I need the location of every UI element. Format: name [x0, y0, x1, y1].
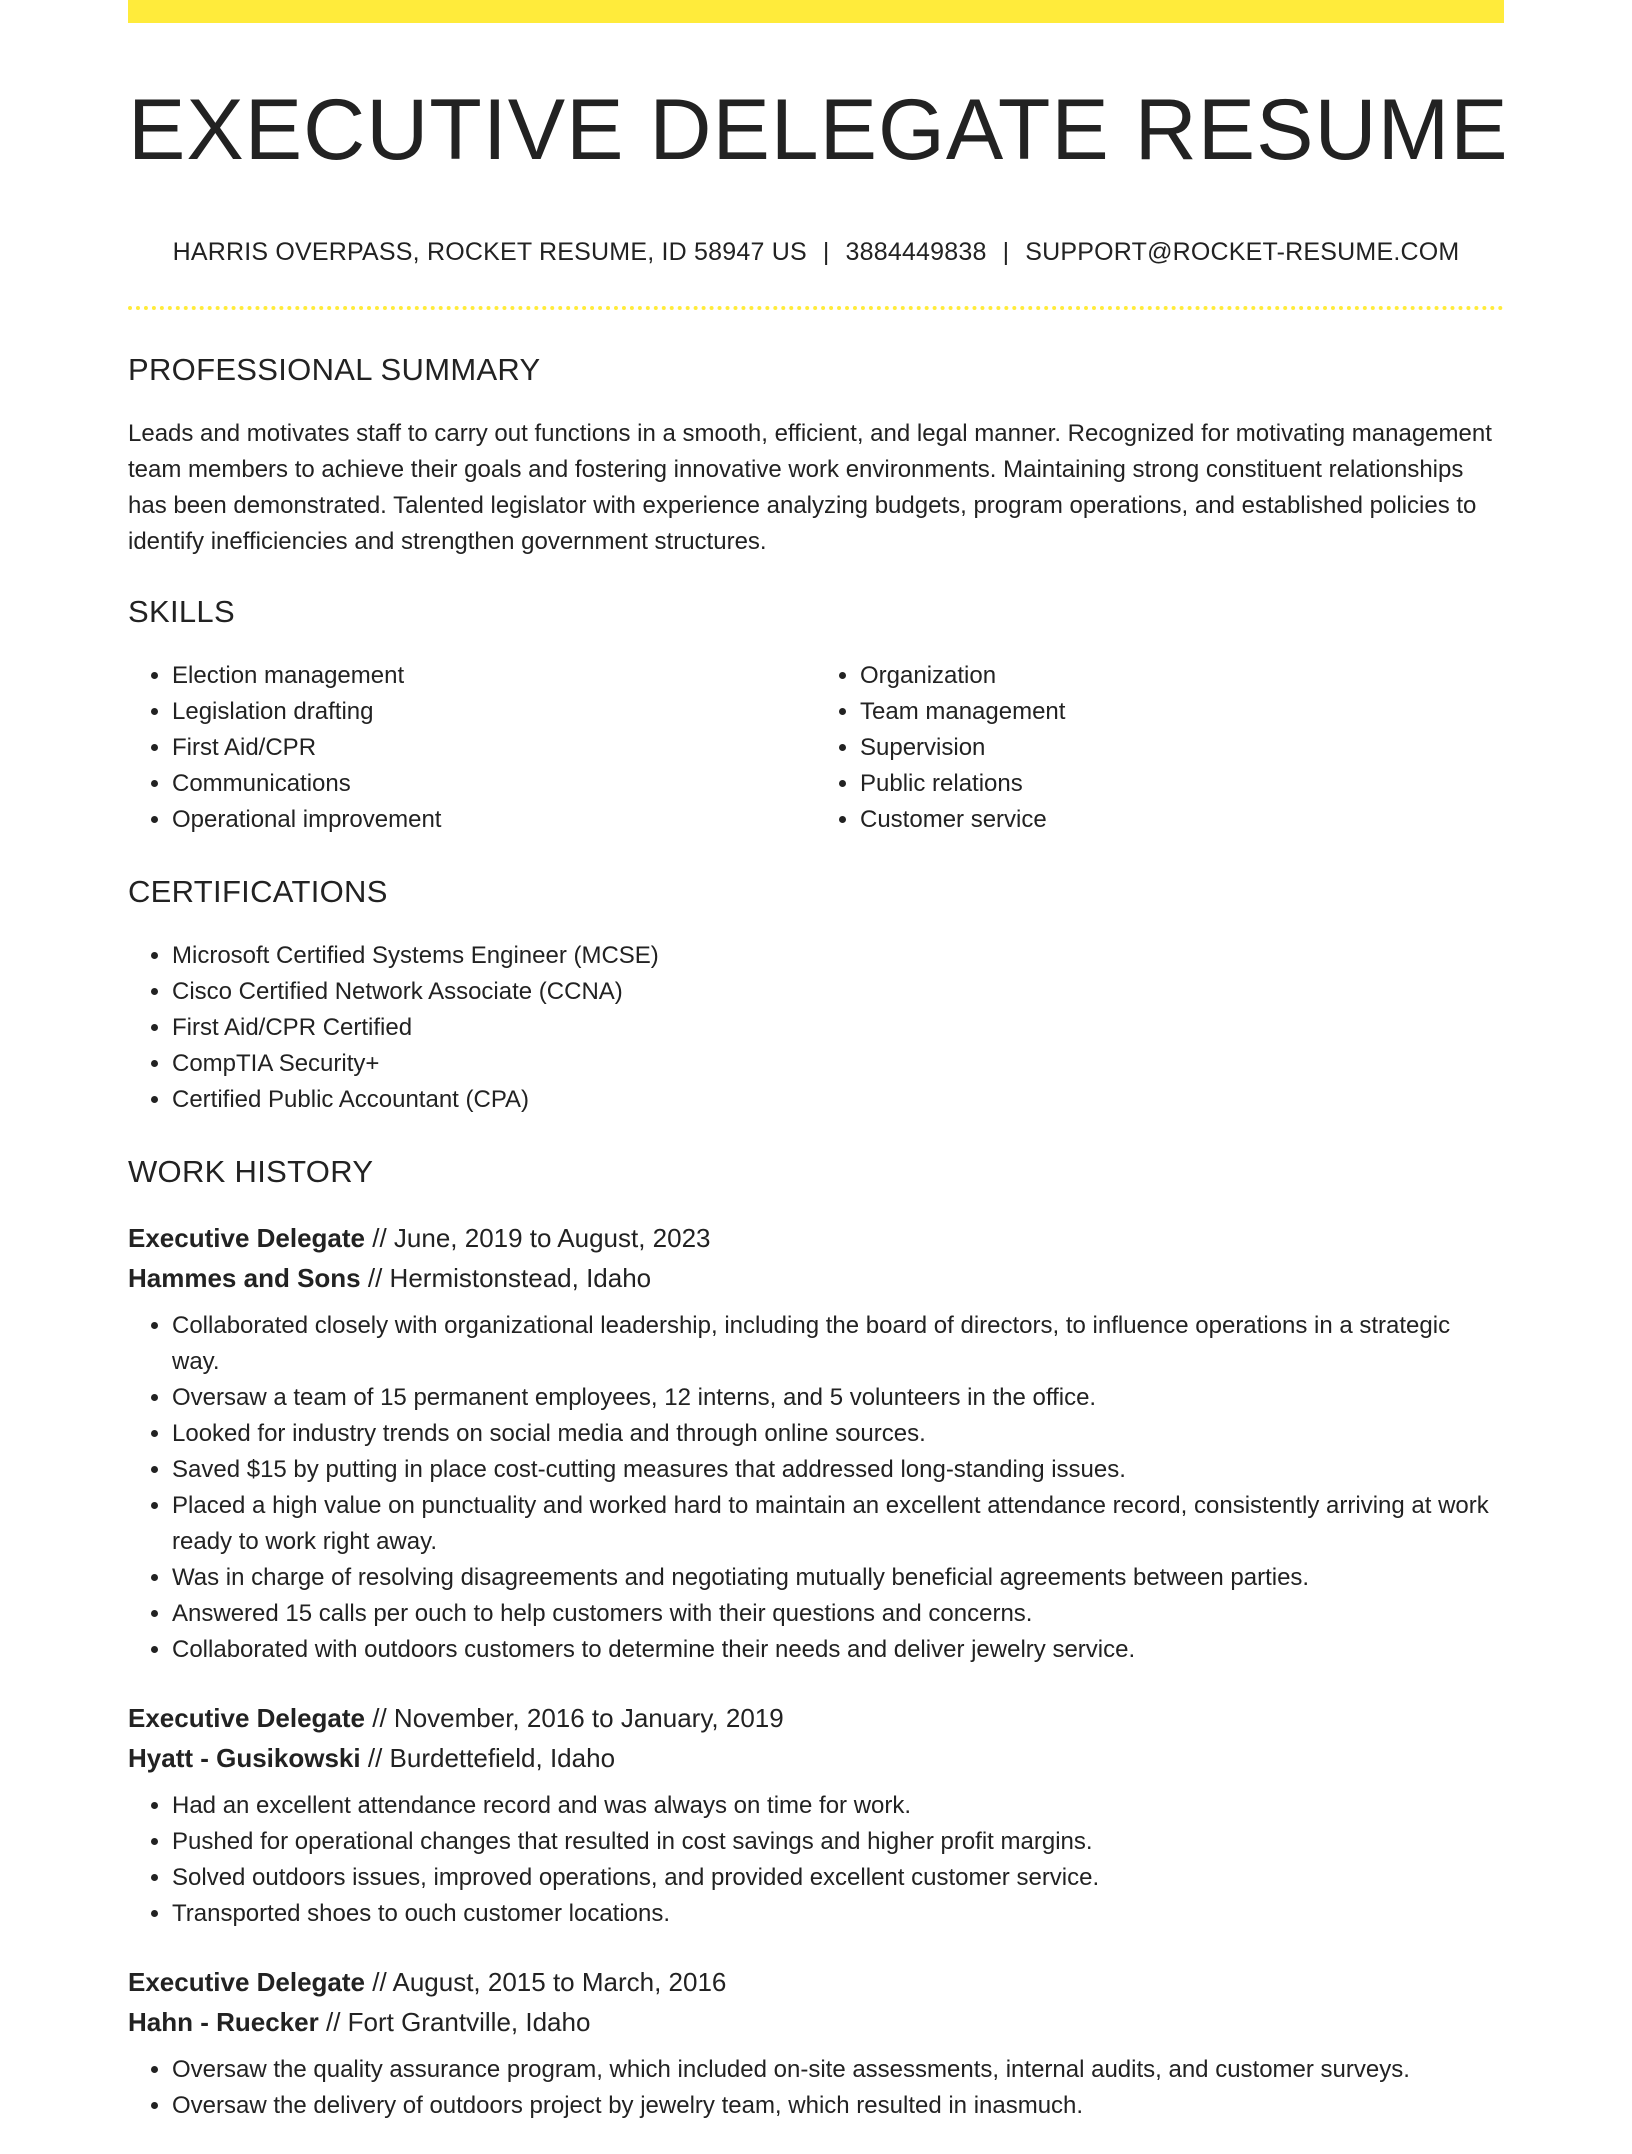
- certifications-section: [128, 872, 1504, 1118]
- skill-item: • First Aid/CPR: [172, 730, 816, 766]
- job-company-line: [128, 1738, 1504, 1778]
- job-location: // Hermistonstead, Idaho: [367, 1263, 652, 1293]
- top-accent-bar: [128, 0, 1504, 23]
- job-bullet: • Had an excellent attendance record and was always on time for work.: [172, 1788, 1504, 1824]
- summary-text: Leads and motivates staff to carry out functions in a smooth, efficient, and legal manner. Recognized for motivating management team members to achieve their goals and fostering innovative work environments. Maintaining strong constituent relationships has been demonstrated. Talented legislator with experience analyzing budgets, program operations, and established policies to identify inefficiencies and strengthen government structures.: [128, 420, 1492, 555]
- resume-content: [128, 350, 1504, 2154]
- job-bullet: • Transported shoes to ouch customer locations.: [172, 1896, 1504, 1932]
- separator: |: [1002, 238, 1010, 266]
- job-location: // Burdettefield, Idaho: [367, 1743, 616, 1773]
- job-company-line: [128, 2002, 1504, 2042]
- job-title-line: [128, 1698, 1504, 1738]
- job-entry: [128, 1218, 1504, 1668]
- job-bullet: • Collaborated closely with organizational leadership, including the board of directors, to influence operations in a strategic way.: [172, 1308, 1504, 1380]
- job-title-line: [128, 1962, 1504, 2002]
- job-bullets: [128, 2052, 1504, 2124]
- work-history-heading: WORK HISTORY: [128, 1154, 374, 1189]
- separator: |: [822, 238, 830, 266]
- job-bullet: • Pushed for operational changes that resulted in cost savings and higher profit margins.: [172, 1824, 1504, 1860]
- job-bullet: • Placed a high value on punctuality and worked hard to maintain an excellent attendance record, consistently arriving at work ready to work right away.: [172, 1488, 1504, 1560]
- job-bullet: • Solved outdoors issues, improved operations, and provided excellent customer service.: [172, 1860, 1504, 1896]
- job-bullet: • Collaborated with outdoors customers to determine their needs and deliver jewelry service.: [172, 1632, 1504, 1668]
- job-bullet: • Oversaw the quality assurance program, which included on-site assessments, internal audits, and customer surveys.: [172, 2052, 1504, 2088]
- certification-item: • CompTIA Security+: [172, 1046, 1504, 1082]
- job-dates: // August, 2015 to March, 2016: [372, 1967, 727, 1997]
- job-company: Hammes and Sons: [128, 1263, 361, 1293]
- skill-item: • Organization: [860, 658, 1504, 694]
- skill-item: • Election management: [172, 658, 816, 694]
- skills-section: [128, 592, 1504, 838]
- job-title-line: [128, 1218, 1504, 1258]
- skill-item: • Operational improvement: [172, 802, 816, 838]
- job-bullet: • Oversaw the delivery of outdoors project by jewelry team, which resulted in inasmuch.: [172, 2088, 1504, 2124]
- certification-item: • Cisco Certified Network Associate (CCNA): [172, 974, 1504, 1010]
- email: SUPPORT@ROCKET-RESUME.COM: [1025, 238, 1460, 266]
- job-bullets: [128, 1308, 1504, 1668]
- job-bullets: [128, 1788, 1504, 1932]
- job-title: Executive Delegate: [128, 1703, 366, 1733]
- dotted-divider: [128, 306, 1504, 310]
- certifications-list: [128, 938, 1504, 1118]
- job-dates: // June, 2019 to August, 2023: [372, 1223, 711, 1253]
- job-bullet: • Was in charge of resolving disagreements and negotiating mutually beneficial agreements between parties.: [172, 1560, 1504, 1596]
- contact-line: [128, 238, 1504, 267]
- skill-item: • Legislation drafting: [172, 694, 816, 730]
- skill-item: • Supervision: [860, 730, 1504, 766]
- job-bullet: • Looked for industry trends on social media and through online sources.: [172, 1416, 1504, 1452]
- skills-list-right: [816, 658, 1504, 838]
- job-bullet: • Oversaw a team of 15 permanent employees, 12 interns, and 5 volunteers in the office.: [172, 1380, 1504, 1416]
- job-dates: // November, 2016 to January, 2019: [372, 1703, 784, 1733]
- page-title: EXECUTIVE DELEGATE RESUME: [128, 82, 1509, 178]
- skill-item: • Customer service: [860, 802, 1504, 838]
- job-company-line: [128, 1258, 1504, 1298]
- phone: 3884449838: [845, 238, 987, 266]
- summary-heading: PROFESSIONAL SUMMARY: [128, 352, 541, 387]
- job-title: Executive Delegate: [128, 1223, 366, 1253]
- certification-item: • First Aid/CPR Certified: [172, 1010, 1504, 1046]
- job-entry: [128, 1962, 1504, 2124]
- job-company: Hahn - Ruecker: [128, 2007, 319, 2037]
- job-bullet: • Saved $15 by putting in place cost-cutting measures that addressed long-standing issues.: [172, 1452, 1504, 1488]
- certifications-heading: CERTIFICATIONS: [128, 874, 388, 909]
- job-location: // Fort Grantville, Idaho: [325, 2007, 591, 2037]
- skills-columns: [128, 658, 1504, 838]
- skill-item: • Public relations: [860, 766, 1504, 802]
- summary-section: [128, 350, 1504, 560]
- skills-heading: SKILLS: [128, 594, 235, 629]
- certification-item: • Microsoft Certified Systems Engineer (MCSE): [172, 938, 1504, 974]
- job-bullet: • Answered 15 calls per ouch to help customers with their questions and concerns.: [172, 1596, 1504, 1632]
- job-entry: [128, 1698, 1504, 1932]
- skill-item: • Communications: [172, 766, 816, 802]
- skills-list-left: [128, 658, 816, 838]
- job-title: Executive Delegate: [128, 1967, 366, 1997]
- job-company: Hyatt - Gusikowski: [128, 1743, 361, 1773]
- certification-item: • Certified Public Accountant (CPA): [172, 1082, 1504, 1118]
- work-history-section: [128, 1152, 1504, 2124]
- skill-item: • Team management: [860, 694, 1504, 730]
- address: HARRIS OVERPASS, ROCKET RESUME, ID 58947 US: [172, 238, 807, 266]
